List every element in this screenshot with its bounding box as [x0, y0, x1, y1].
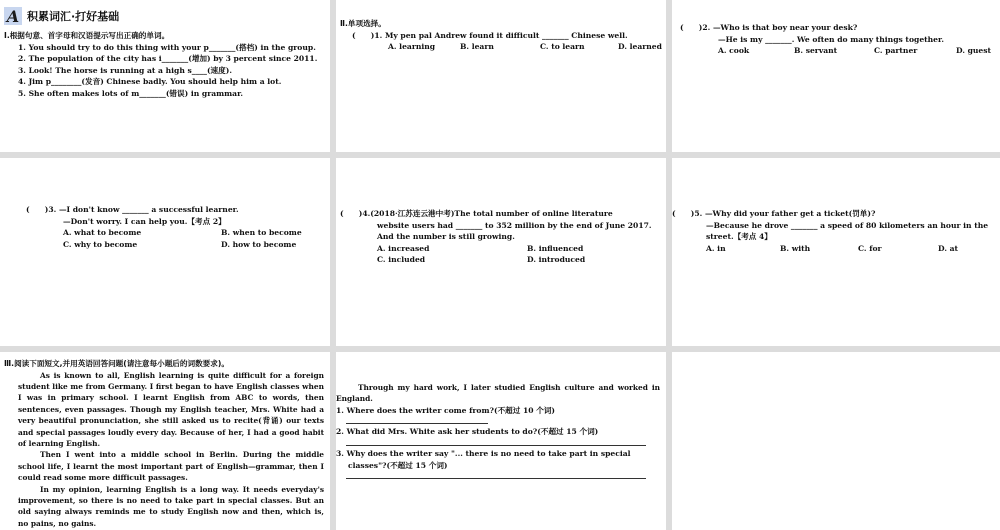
q4-option-d[interactable]: D. introduced [527, 255, 586, 265]
part2-heading: Ⅱ.单项选择。 [340, 19, 386, 28]
panel-choice-q2 [672, 0, 1000, 152]
q3-option-d[interactable]: D. how to become [221, 239, 297, 249]
q3-option-c[interactable]: C. why to become [63, 239, 138, 249]
reading-question-2: 2. What did Mrs. White ask her students to do?(不超过 15 个词) [336, 427, 599, 437]
q2-option-c[interactable]: C. partner [874, 46, 918, 56]
q3-line2: —Don't worry. I can help you.【考点 2】 [63, 216, 226, 226]
q4-options-row2 [340, 254, 666, 266]
vocab-item-5: 5. She often makes lots of m_______(错误) in grammar. [18, 88, 244, 98]
q5-line3: street.【考点 4】 [706, 232, 772, 242]
part1-heading: Ⅰ.根据句意、首字母和汉语提示写出正确的单词。 [4, 31, 170, 40]
vocab-item-4: 4. Jim p________(发音) Chinese badly. You should help him a lot. [18, 77, 282, 87]
q5-stem: ( )5. —Why did your father get a ticket(罚单)? [672, 209, 876, 218]
reading-question-3: 3. Why does the writer say "... there is no need to take part in special [336, 449, 631, 458]
q1-options [340, 41, 666, 53]
q4-line3: And the number is still growing. [377, 232, 515, 242]
q2-stem: ( )2. —Who is that boy near your desk? [680, 23, 858, 32]
q3-options-row2 [26, 239, 330, 251]
q1-option-c[interactable]: C. to learn [540, 42, 585, 52]
q2-line2: —He is my _______. We often do many things together. [718, 34, 944, 44]
q2-option-a[interactable]: A. cook [718, 46, 750, 56]
q4-line2: website users had _______ to 352 million by the end of June 2017. [377, 220, 652, 230]
section-header [4, 5, 330, 27]
q1-option-b[interactable]: B. learn [460, 42, 494, 52]
q1-option-a[interactable]: A. learning [388, 42, 436, 52]
reading-question-1: 1. Where does the writer come from?(不超过 10 个词) [336, 405, 555, 415]
q4-options-row1 [340, 243, 666, 255]
panel-blank [672, 352, 1000, 530]
q2-options [680, 45, 1000, 57]
q5-option-c[interactable]: C. for [858, 243, 882, 253]
q3-option-a[interactable]: A. what to become [63, 228, 142, 238]
answer-line-1[interactable] [346, 422, 488, 424]
panel-reading-passage [0, 352, 330, 530]
answer-line-2[interactable] [346, 444, 646, 446]
panel-vocabulary [0, 0, 330, 152]
q2-option-b[interactable]: B. servant [794, 46, 838, 56]
q4-stem: ( )4.(2018·江苏连云港中考)The total number of online literature [340, 209, 613, 218]
passage-paragraph-4: Through my hard work, I later studied English culture and worked in England. [336, 383, 660, 404]
q5-option-d[interactable]: D. at [938, 243, 959, 253]
q3-stem: ( )3. —I don't know _______ a successful learner. [26, 205, 239, 214]
passage-paragraph-3: In my opinion, learning English is a long way. It needs everyday's improvement, so there is no need to take part in special classes. But an old saying always reminds me to study English now and then, which is, no pains, no gains. [18, 484, 324, 528]
vocab-item-3: 3. Look! The horse is running at a high s____(速度). [18, 65, 232, 75]
q1-stem: ( )1. My pen pal Andrew found it difficult _______ Chinese well. [352, 30, 628, 40]
q5-option-b[interactable]: B. with [780, 243, 811, 253]
panel-choice-q1 [336, 0, 666, 152]
q4-option-a[interactable]: A. increased [377, 243, 430, 253]
q5-options [672, 243, 1000, 255]
q2-option-d[interactable]: D. guest [956, 46, 992, 56]
answer-line-3[interactable] [346, 477, 646, 479]
vocab-item-1: 1. You should try to do this thing with your p_______(搭档) in the group. [18, 42, 316, 52]
q4-option-b[interactable]: B. influenced [527, 243, 584, 253]
panel-choice-q3 [0, 158, 330, 346]
q3-option-b[interactable]: B. when to become [221, 228, 302, 238]
section-badge: A [4, 7, 22, 25]
passage-paragraph-2: Then I went into a middle school in Berlin. During the middle school life, I learnt the most important part of English—grammar, then I could read some more difficult passages. [18, 450, 324, 483]
q5-line2: —Because he drove _______ a speed of 80 kilometers an hour in the [706, 220, 989, 230]
section-title: 积累词汇·打好基础 [27, 10, 120, 23]
panel-choice-q4 [336, 158, 666, 346]
q3-options-row1 [26, 227, 330, 239]
panel-reading-questions [336, 352, 666, 530]
part3-heading: Ⅲ.阅读下面短文,并用英语回答问题(请注意每小题后的词数要求)。 [4, 359, 229, 368]
passage-paragraph-1: As is known to all, English learning is quite difficult for a foreign student like me from Germany. I first began to have English classes when I was in primary school. I learnt English from ABC to words, then sentences, even passages. Though my English teacher, Mrs. White had a very beautiful pronunciation, she still asked us to recite(背诵) our texts and special passages loudly every day. Because of her, I had a good habit of learning English. [18, 370, 324, 449]
q4-option-c[interactable]: C. included [377, 255, 426, 265]
q5-option-a[interactable]: A. in [706, 243, 726, 253]
panel-choice-q5 [672, 158, 1000, 346]
reading-question-3-cont: classes"?(不超过 15 个词) [348, 460, 448, 470]
vocab-item-2: 2. The population of the city has i_______(增加) by 3 percent since 2011. [18, 54, 318, 64]
q1-option-d[interactable]: D. learned [618, 42, 662, 52]
